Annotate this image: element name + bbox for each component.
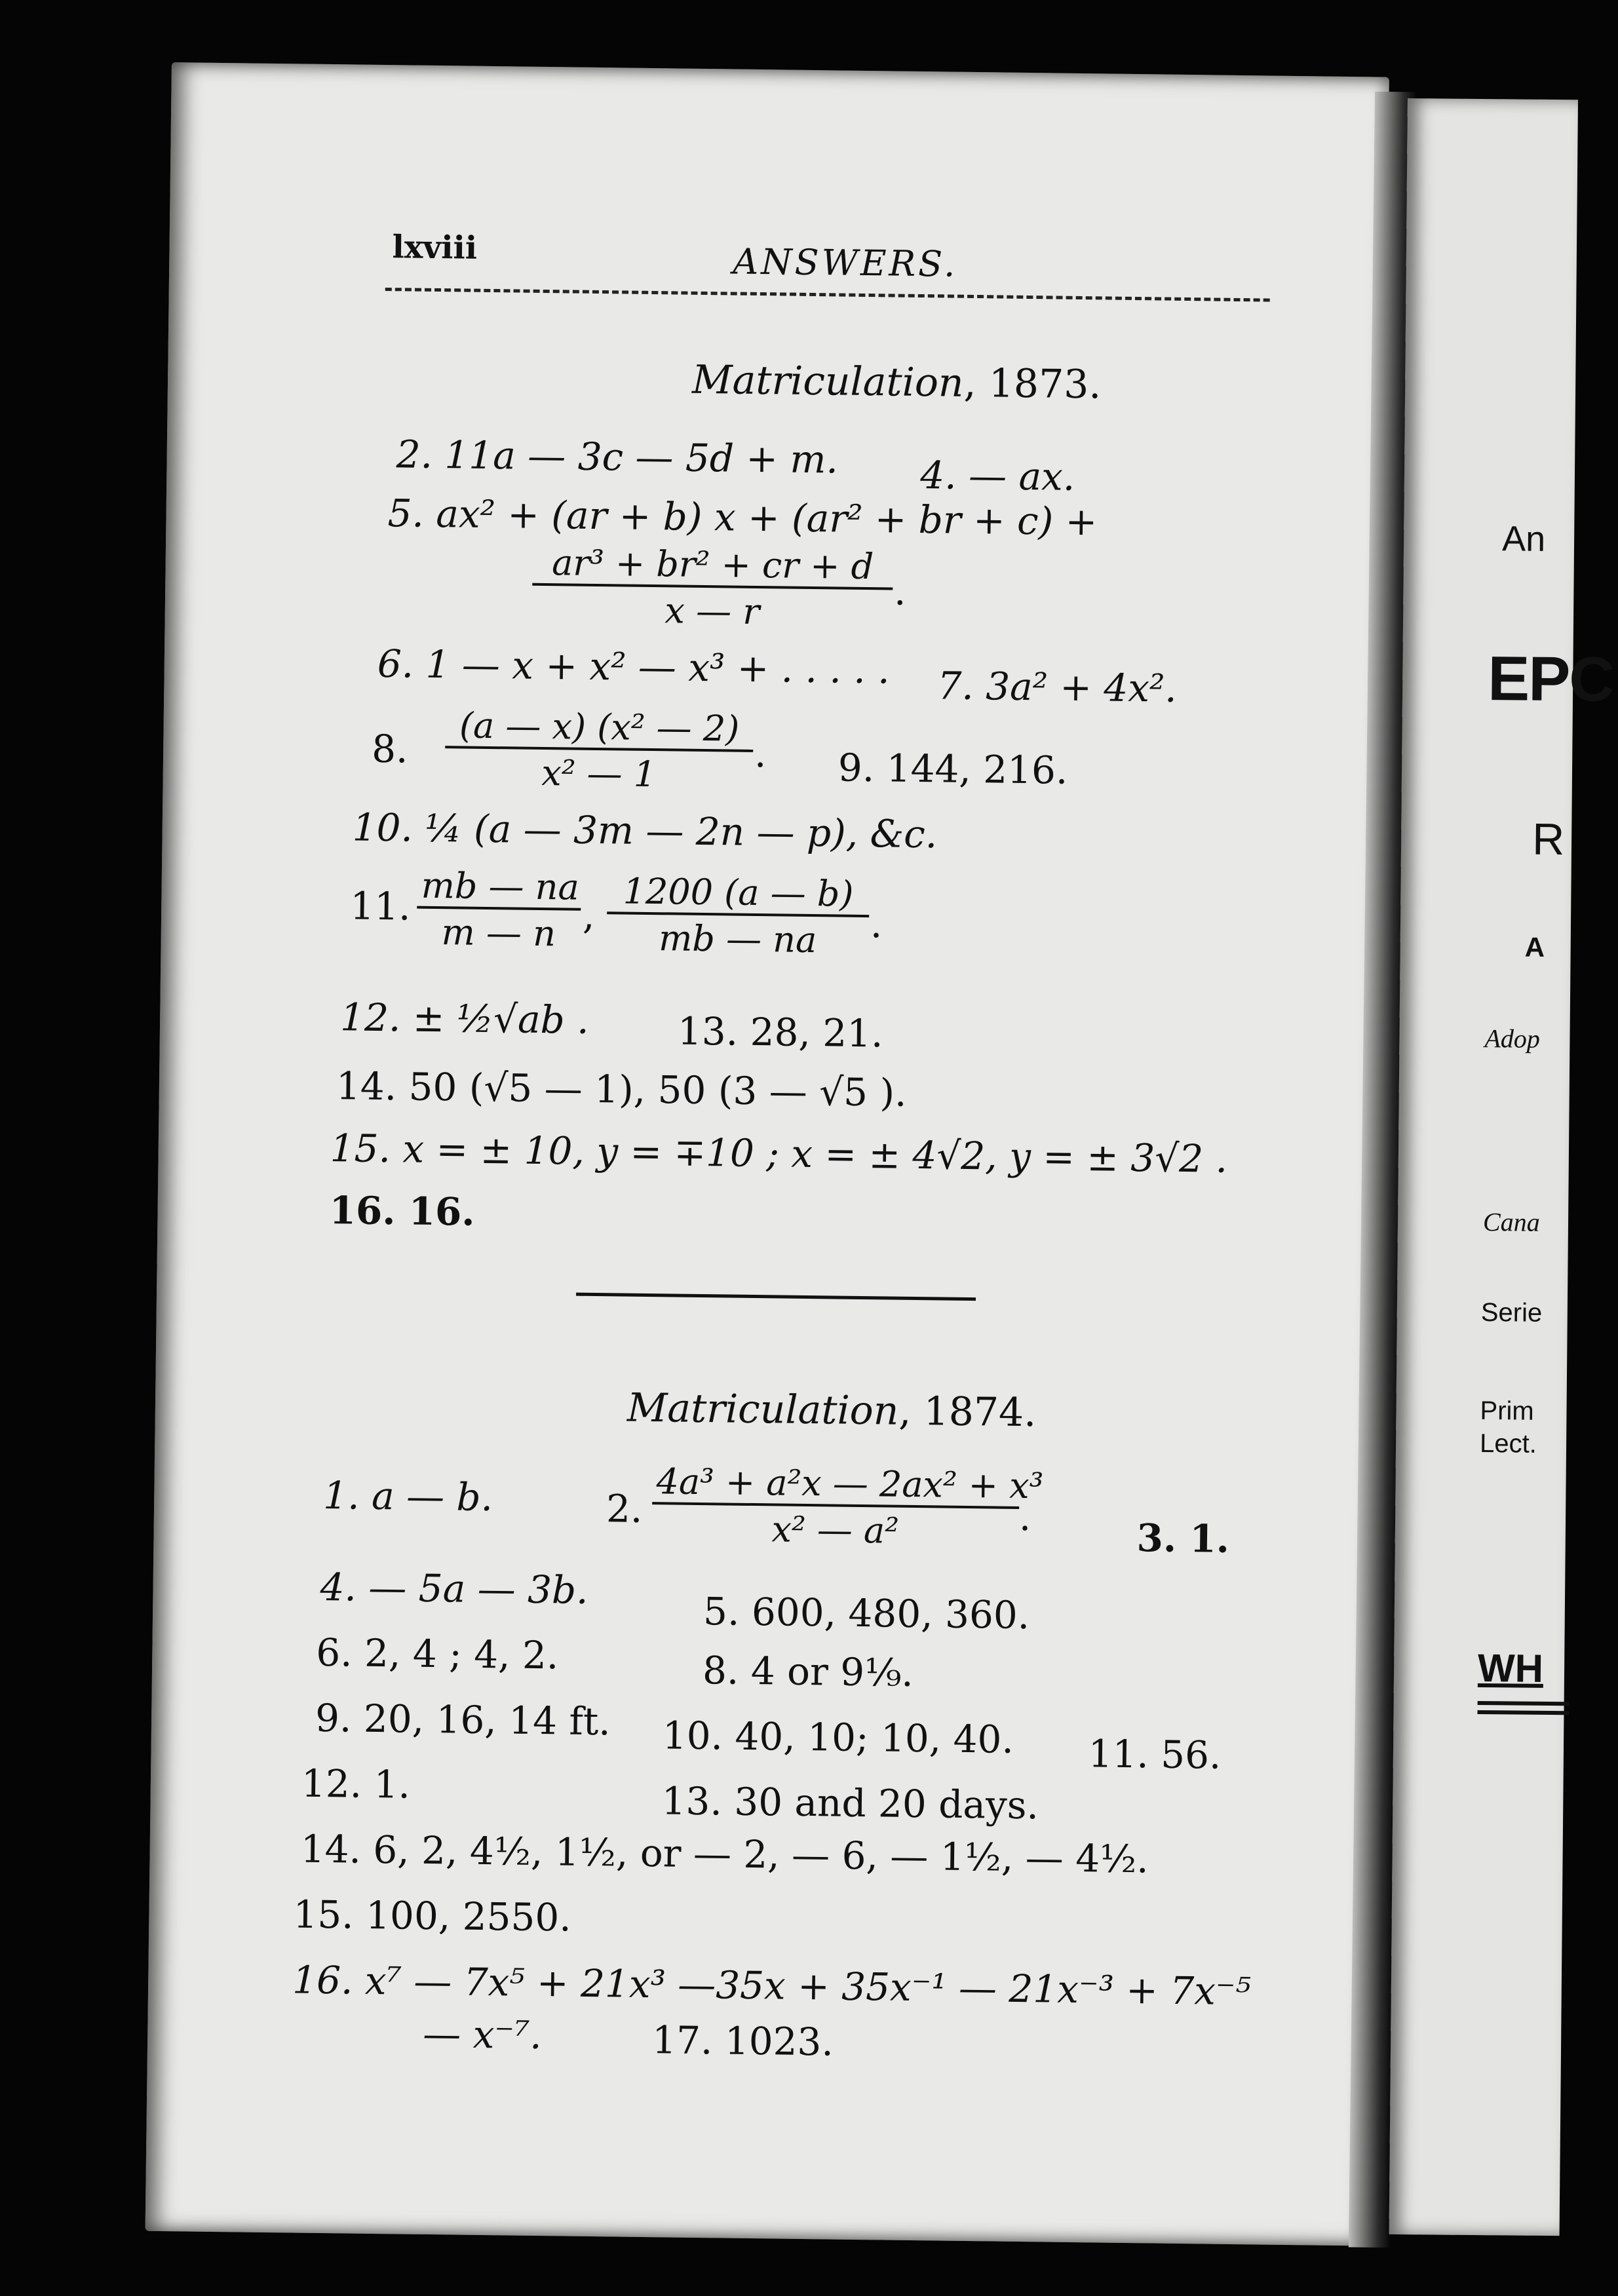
answer-1873-11-end: . [870, 902, 883, 947]
answer-1873-8-fraction [444, 704, 754, 796]
next-page-fragment-8: Prim [1480, 1396, 1534, 1426]
answer-1874-17: 17. 1023. [651, 2018, 834, 2065]
answer-1873-6: 6. 1 — x + x² — x³ + . . . . . [377, 641, 891, 693]
answer-1874-4: 4. — 5a — 3b. [320, 1564, 589, 1613]
answer-1874-16-line2: — x⁻⁷. [422, 2011, 543, 2058]
answer-1874-3: 3. 1. [1136, 1516, 1230, 1561]
answer-1874-5: 5. 600, 480, 360. [703, 1589, 1030, 1638]
next-page-fragment-5: Adop [1484, 1024, 1541, 1054]
answer-1873-5-fraction [531, 542, 893, 634]
fraction-denominator: x — r [665, 590, 760, 633]
answer-1873-15: 15. x = ± 10, y = ∓10 ; x = ± 4√2, y = ± 3√2 . [330, 1126, 1228, 1181]
answer-1874-16-line1: 16. x⁷ — 7x⁵ + 21x³ —35x + 35x⁻¹ — 21x⁻³ + 7x⁻⁵ [292, 1957, 1252, 2014]
next-page-fragment-7: Serie [1480, 1298, 1543, 1328]
next-page-fragment-2: EPC [1487, 643, 1614, 715]
next-page-double-rule [1478, 1701, 1570, 1706]
answer-1873-5-end: . [893, 569, 907, 614]
fraction-numerator: mb — na [417, 865, 581, 911]
next-page-fragment-10: WH [1477, 1646, 1544, 1691]
answer-1874-2-end: . [1018, 1494, 1031, 1540]
next-page-fragment-3: R [1531, 814, 1565, 865]
section-divider [576, 1293, 976, 1301]
section-title-1874: Matriculation, 1874. [626, 1385, 1037, 1436]
header-rule [385, 288, 1270, 301]
answer-1873-13: 13. 28, 21. [677, 1008, 883, 1056]
fraction-denominator: x² — a² [771, 1508, 900, 1552]
fraction-denominator: m — n [441, 911, 556, 955]
answer-1874-6: 6. 2, 4 ; 4, 2. [315, 1630, 559, 1678]
answer-1873-8-end: . [754, 731, 767, 776]
fraction-numerator: 1200 (a — b) [607, 870, 870, 917]
answer-1873-11-label: 11. [349, 883, 411, 929]
fraction-denominator: mb — na [658, 917, 817, 961]
answer-1874-11: 11. 56. [1088, 1731, 1222, 1778]
next-page-fragment-6: Cana [1482, 1207, 1540, 1237]
fraction-numerator: 4a³ + a²x — 2ax² + x³ [652, 1461, 1020, 1509]
fraction-denominator: x² — 1 [541, 752, 657, 795]
answer-1874-13: 13. 30 and 20 days. [661, 1778, 1039, 1828]
section-title-1873: Matriculation, 1873. [691, 356, 1102, 408]
book-page-left [145, 62, 1389, 2246]
answer-1873-7: 7. 3a² + 4x². [937, 663, 1178, 711]
answer-1874-10: 10. 40, 10; 10, 40. [662, 1713, 1014, 1762]
answer-1873-14: 14. 50 (√5 — 1), 50 (3 — √5 ). [336, 1063, 907, 1115]
answer-1874-15: 15. 100, 2550. [293, 1892, 572, 1940]
answer-1873-9: 9. 144, 216. [838, 745, 1068, 793]
page-number: lxviii [392, 229, 478, 267]
answer-1873-5-line1: 5. ax² + (ar + b) x + (ar² + br + c) + [387, 491, 1098, 545]
next-page-fragment-9: Lect. [1479, 1429, 1537, 1459]
answer-1874-8: 8. 4 or 9⅑. [702, 1648, 914, 1696]
answer-1873-11-fraction-2 [606, 870, 870, 961]
answer-1874-2-label: 2. [606, 1486, 643, 1531]
fraction-numerator: (a — x) (x² — 2) [445, 704, 754, 752]
next-page-fragment-4: A [1524, 931, 1545, 963]
answer-1873-2: 2. 11a — 3c — 5d + m. [396, 432, 839, 482]
answer-1873-11-separator: , [582, 892, 595, 938]
answer-1874-14: 14. 6, 2, 4½, 1½, or — 2, — 6, — 1½, — 4½. [300, 1826, 1149, 1882]
answer-1874-2-fraction [651, 1461, 1044, 1553]
fraction-numerator: ar³ + br² + cr + d [532, 542, 893, 590]
answer-1874-9: 9. 20, 16, 14 ft. [315, 1695, 611, 1744]
answer-1873-10: 10. ¼ (a — 3m — 2n — p), &c. [352, 805, 938, 857]
answer-1873-4: 4. — ax. [919, 453, 1075, 499]
answer-1873-12: 12. ± ½√ab . [339, 995, 590, 1043]
answer-1874-1: 1. a — b. [322, 1472, 493, 1520]
book-page-right-fragment [1389, 98, 1614, 2236]
running-title: ANSWERS. [732, 240, 958, 285]
answer-1874-12: 12. 1. [301, 1761, 411, 1807]
next-page-fragment-1: An [1501, 519, 1546, 559]
answer-1873-11-fraction-1 [416, 865, 581, 955]
answer-1873-8-label: 8. [371, 726, 408, 772]
answer-1873-16: 16. 16. [329, 1188, 476, 1234]
